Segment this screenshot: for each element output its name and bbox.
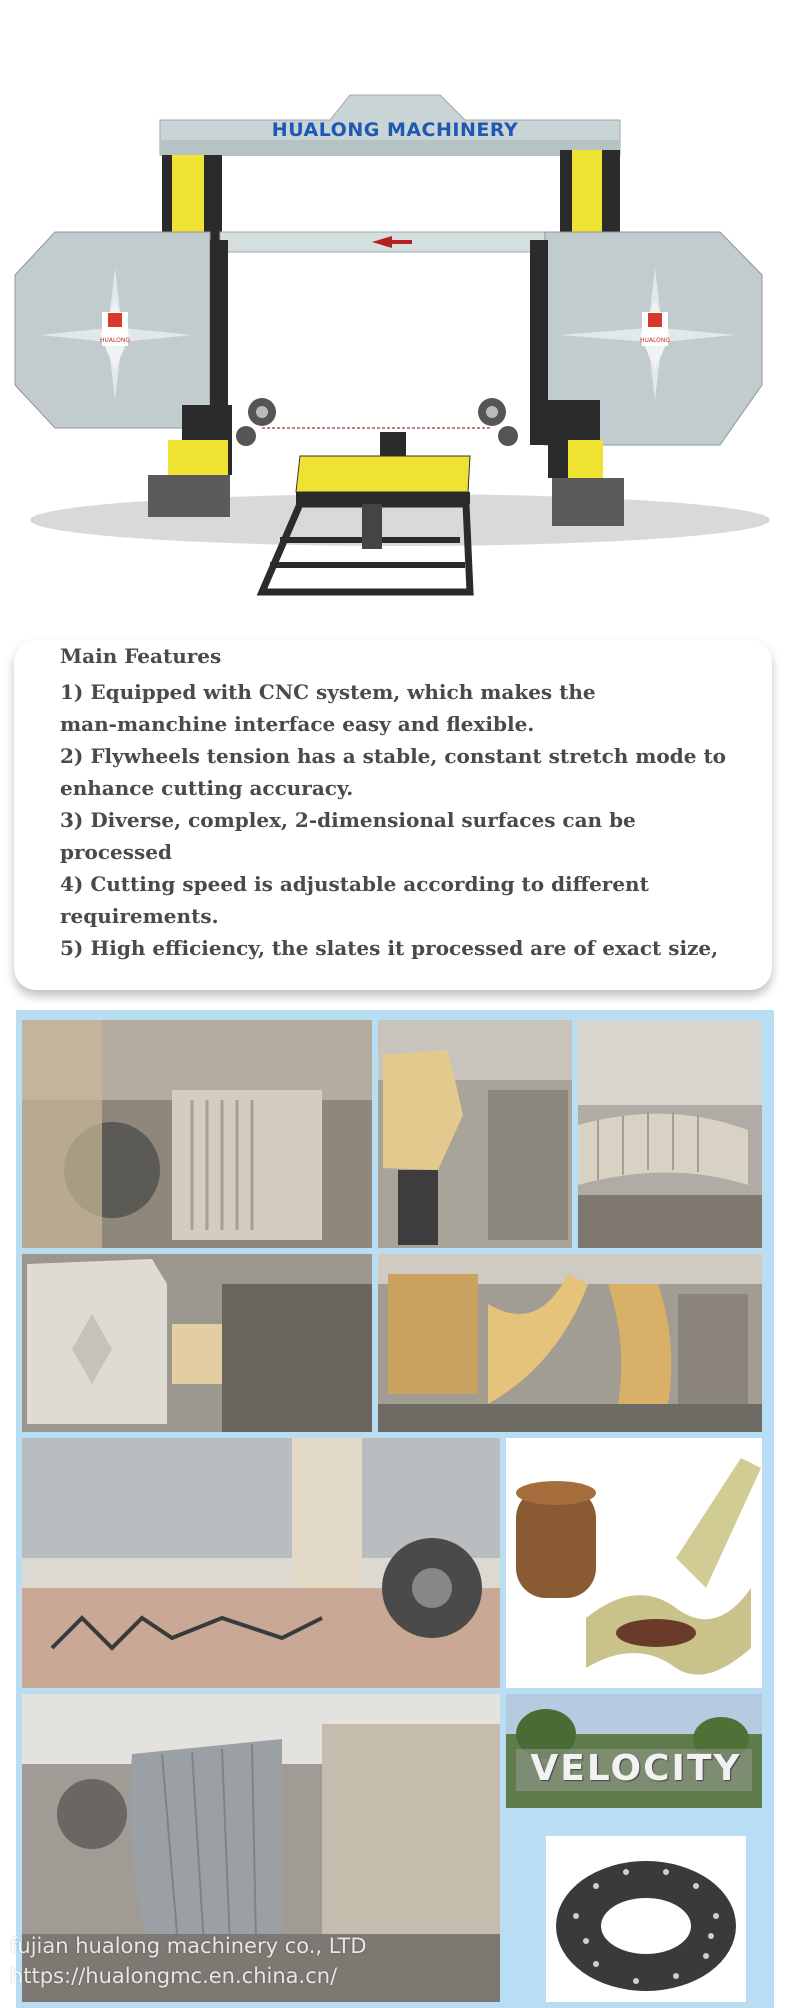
photo-zigzag-cut — [22, 1438, 500, 1688]
logo-mark-icon — [648, 313, 662, 327]
feature-line: requirements. — [60, 904, 219, 928]
brand-sign — [265, 119, 525, 143]
photo-curved-cut-1 — [378, 1020, 572, 1248]
watermark-company: fujian hualong machinery co., LTD — [10, 1934, 367, 1958]
feature-item — [60, 868, 760, 932]
photo-velocity-sign — [506, 1694, 762, 1808]
photo-collage — [16, 1010, 774, 2008]
photo-curved-slab-1 — [578, 1020, 762, 1248]
features-list — [60, 676, 760, 964]
feature-line: man-manchine interface easy and flexible. — [60, 712, 535, 736]
logo-mark-icon — [108, 313, 122, 327]
photo-curved-slabs-yellow — [378, 1254, 762, 1432]
brand-sign-text: HUALONG MACHINERY — [271, 119, 519, 141]
feature-item — [60, 932, 760, 964]
photo-carved-chair — [506, 1438, 762, 1688]
right-logo — [640, 311, 670, 347]
feature-item — [60, 676, 760, 740]
features-title: Main Features — [60, 644, 222, 668]
feature-line: 2) Flywheels tension has a stable, constant stretch mode to — [60, 744, 727, 768]
velocity-sign-text: VELOCITY — [530, 1748, 742, 1789]
photo-diamond-wire-coil — [546, 1836, 746, 2002]
feature-line: enhance cutting accuracy. — [60, 776, 354, 800]
machine-hero-image — [0, 0, 790, 630]
feature-line: 3) Diverse, complex, 2-dimensional surfaces can be — [60, 808, 636, 832]
feature-line: 4) Cutting speed is adjustable according to different — [60, 872, 649, 896]
feature-item — [60, 804, 760, 868]
left-logo — [100, 311, 130, 347]
logo-text: HUALONG — [100, 337, 130, 344]
photo-block-sawing — [22, 1020, 372, 1248]
feature-line: processed — [60, 840, 172, 864]
watermark-url: https://hualongmc.en.china.cn/ — [10, 1964, 338, 1988]
feature-line: 1) Equipped with CNC system, which makes the — [60, 680, 596, 704]
photo-diamond-block — [22, 1254, 372, 1432]
feature-line: 5) High efficiency, the slates it processed are of exact size, — [60, 936, 719, 960]
logo-text: HUALONG — [640, 337, 670, 344]
feature-item — [60, 740, 760, 804]
